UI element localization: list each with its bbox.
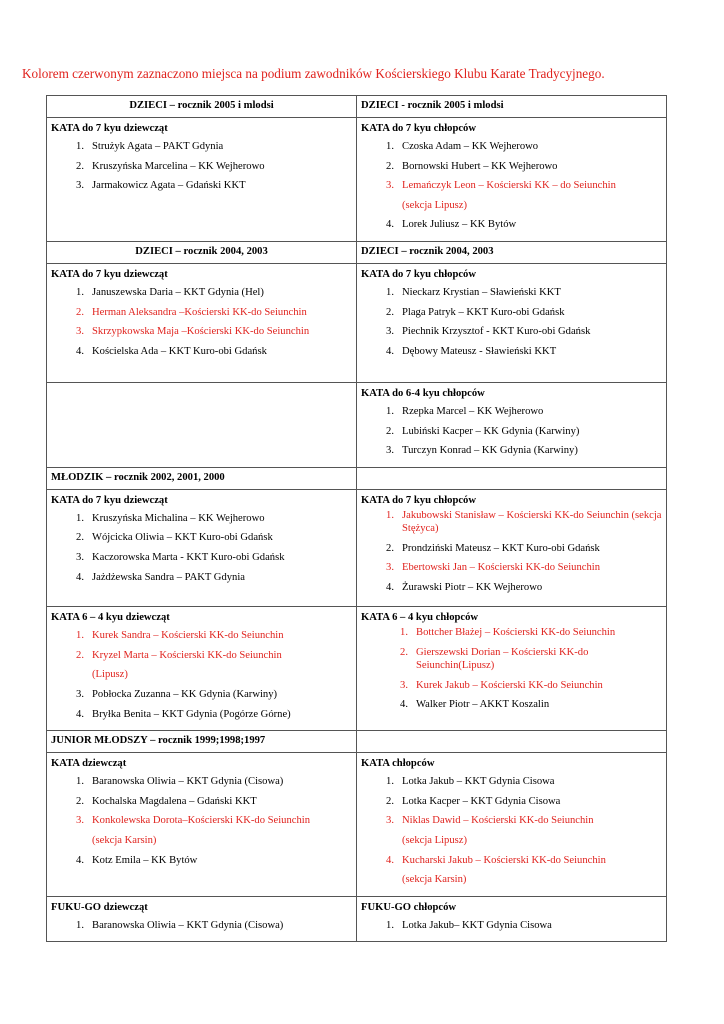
place-number: 3. bbox=[76, 551, 84, 563]
list-item bbox=[361, 870, 662, 890]
list-item bbox=[51, 705, 352, 725]
category-title: KATA dziewcząt bbox=[51, 758, 127, 770]
place-number: 1. bbox=[76, 919, 84, 931]
list-item bbox=[361, 646, 662, 673]
competitor-name: Kochalska Magdalena – Gdański KKT bbox=[92, 795, 257, 807]
list-item bbox=[361, 916, 662, 936]
competitor-name: Lotka Jakub – KKT Gdynia Cisowa bbox=[402, 776, 555, 788]
category-cell bbox=[47, 896, 357, 942]
results-list bbox=[51, 626, 352, 724]
list-item bbox=[51, 811, 352, 831]
competitor-name: Lorek Juliusz – KK Bytów bbox=[402, 219, 517, 231]
category-cell bbox=[47, 607, 357, 731]
section-header: DZIECI – rocznik 2004, 2003 bbox=[357, 241, 667, 263]
empty-header bbox=[357, 467, 667, 489]
category-cell bbox=[357, 753, 667, 897]
place-number: 1. bbox=[76, 141, 84, 152]
competitor-section: (sekcja Karsin) bbox=[402, 874, 467, 886]
list-item bbox=[361, 698, 662, 712]
place-number: 1. bbox=[76, 776, 84, 788]
competitor-name: Baranowska Oliwia – KKT Gdynia (Cisowa) bbox=[92, 776, 284, 788]
list-item bbox=[361, 581, 662, 595]
category-title: FUKU-GO dziewcząt bbox=[51, 901, 148, 913]
competitor-name: Kruszyńska Michalina – KK Wejherowo bbox=[92, 512, 265, 524]
competitor-section: (sekcja Lipusz) bbox=[402, 835, 468, 846]
list-item bbox=[51, 851, 352, 871]
place-number: 1. bbox=[76, 630, 84, 642]
competitor-name: Piechnik Krzysztof - KKT Kuro-obi Gdańsk bbox=[402, 326, 591, 338]
list-item bbox=[51, 831, 352, 851]
category-cell bbox=[357, 607, 667, 731]
list-item bbox=[361, 792, 662, 812]
competitor-section: (sekcja Lipusz) bbox=[402, 199, 468, 211]
place-number: 2. bbox=[386, 795, 394, 807]
list-item bbox=[51, 322, 352, 342]
list-item bbox=[51, 646, 352, 666]
competitor-name: Turczyn Konrad – KK Gdynia (Karwiny) bbox=[402, 445, 578, 457]
list-item bbox=[361, 176, 662, 196]
results-list bbox=[51, 509, 352, 587]
results-list bbox=[361, 772, 662, 890]
competitor-name: Czoska Adam – KK Wejherowo bbox=[402, 141, 539, 152]
place-number: 2. bbox=[386, 160, 394, 172]
category-cell bbox=[357, 382, 667, 467]
table-row bbox=[47, 241, 667, 263]
competitor-name: Kucharski Jakub – Kościerski KK-do Seiunchin bbox=[402, 854, 606, 866]
table-row bbox=[47, 607, 667, 731]
place-number: 2. bbox=[76, 649, 84, 661]
place-number: 2. bbox=[76, 532, 84, 544]
place-number: 2. bbox=[386, 425, 394, 437]
list-item bbox=[51, 685, 352, 705]
list-item bbox=[51, 176, 352, 196]
competitor-name: Bryłka Benita – KKT Gdynia (Pogórze Górne) bbox=[92, 708, 291, 720]
empty-cell bbox=[47, 382, 357, 467]
competitor-name: Lotka Jakub– KKT Gdynia Cisowa bbox=[402, 919, 552, 931]
results-list bbox=[361, 402, 662, 461]
results-list bbox=[51, 283, 352, 361]
category-cell bbox=[357, 118, 667, 242]
competitor-name: Ebertowski Jan – Kościerski KK-do Seiunchin bbox=[402, 562, 601, 574]
category-cell bbox=[47, 263, 357, 382]
list-item bbox=[361, 441, 662, 461]
list-item bbox=[361, 831, 662, 851]
list-item bbox=[51, 157, 352, 177]
competitor-name: Baranowska Oliwia – KKT Gdynia (Cisowa) bbox=[92, 919, 284, 931]
competitor-name: Gierszewski Dorian – Kościerski KK-do Seiunchin(Lipusz) bbox=[416, 646, 589, 672]
place-number: 1. bbox=[76, 512, 84, 524]
list-item bbox=[361, 542, 662, 556]
empty-header bbox=[357, 731, 667, 753]
table-row bbox=[47, 118, 667, 242]
competitor-name: Kościelska Ada – KKT Kuro-obi Gdańsk bbox=[92, 345, 267, 357]
competitor-name: Jażdżewska Sandra – PAKT Gdynia bbox=[92, 571, 245, 583]
category-title: FUKU-GO chłopców bbox=[361, 901, 457, 913]
place-number: 2. bbox=[386, 306, 394, 318]
competitor-name: Konkolewska Dorota–Kościerski KK-do Seiunchin bbox=[92, 815, 311, 827]
category-title: KATA do 7 kyu dziewcząt bbox=[51, 494, 168, 506]
results-list bbox=[361, 283, 662, 361]
competitor-name: Lotka Kacper – KKT Gdynia Cisowa bbox=[402, 795, 561, 807]
category-cell bbox=[47, 118, 357, 242]
category-title: KATA 6 – 4 kyu dziewcząt bbox=[51, 612, 170, 624]
category-cell bbox=[357, 263, 667, 382]
list-item bbox=[361, 283, 662, 303]
place-number: 3. bbox=[76, 689, 84, 701]
category-cell bbox=[47, 489, 357, 607]
place-number: 3. bbox=[386, 815, 394, 827]
list-item bbox=[51, 137, 352, 157]
category-title: KATA do 6-4 kyu chłopców bbox=[361, 387, 485, 399]
results-list bbox=[51, 137, 352, 196]
competitor-name: Wójcicka Oliwia – KKT Kuro-obi Gdańsk bbox=[92, 532, 273, 544]
table-row bbox=[47, 731, 667, 753]
list-item bbox=[361, 215, 662, 235]
competitor-name: Jakubowski Stanisław – Kościerski KK-do Seiunchin (sekcja Stężyca) bbox=[402, 509, 662, 535]
competitor-name: Bottcher Błażej – Kościerski KK-do Seiunchin bbox=[416, 627, 616, 639]
place-number: 4. bbox=[76, 571, 84, 583]
table-row bbox=[47, 896, 667, 942]
category-title: KATA do 7 kyu dziewcząt bbox=[51, 123, 168, 134]
category-title: KATA do 7 kyu dziewcząt bbox=[51, 268, 168, 280]
list-item bbox=[361, 196, 662, 216]
list-item bbox=[361, 851, 662, 871]
section-header: DZIECI - rocznik 2005 i mlodsi bbox=[357, 96, 667, 118]
list-item bbox=[361, 772, 662, 792]
category-title: KATA chłopców bbox=[361, 758, 435, 770]
competitor-name: Kurek Jakub – Kościerski KK-do Seiunchin bbox=[416, 679, 603, 691]
list-item bbox=[361, 679, 662, 693]
list-item bbox=[51, 665, 352, 685]
list-item bbox=[51, 303, 352, 323]
competitor-name: Skrzypkowska Maja –Kościerski KK-do Seiunchin bbox=[92, 326, 310, 338]
place-number: 2. bbox=[76, 306, 84, 318]
place-number: 3. bbox=[76, 180, 84, 192]
section-header: MŁODZIK – rocznik 2002, 2001, 2000 bbox=[47, 467, 357, 489]
competitor-name: Plaga Patryk – KKT Kuro-obi Gdańsk bbox=[402, 306, 565, 318]
category-title: KATA do 7 kyu chłopców bbox=[361, 123, 476, 134]
competitor-name: Bornowski Hubert – KK Wejherowo bbox=[402, 160, 558, 172]
competitor-section: (Lipusz) bbox=[92, 669, 128, 681]
list-item bbox=[51, 509, 352, 529]
competitor-name: Prondziński Mateusz – KKT Kuro-obi Gdańsk bbox=[402, 542, 600, 554]
section-header: JUNIOR MŁODSZY – rocznik 1999;1998;1997 bbox=[47, 731, 357, 753]
place-number: 1. bbox=[386, 509, 394, 521]
table-row bbox=[47, 753, 667, 897]
place-number: 1. bbox=[386, 141, 394, 152]
competitor-name: Januszewska Daria – KKT Gdynia (Hel) bbox=[92, 286, 264, 298]
place-number: 1. bbox=[386, 919, 394, 931]
place-number: 3. bbox=[76, 326, 84, 338]
place-number: 3. bbox=[386, 180, 394, 192]
table-row bbox=[47, 96, 667, 118]
list-item bbox=[51, 916, 352, 936]
table-row bbox=[47, 467, 667, 489]
table-row bbox=[47, 489, 667, 607]
place-number: 1. bbox=[386, 286, 394, 298]
place-number: 2. bbox=[386, 542, 394, 554]
list-item bbox=[51, 792, 352, 812]
competitor-name: Dębowy Mateusz - Sławieński KKT bbox=[402, 345, 557, 357]
place-number: 4. bbox=[76, 345, 84, 357]
competitor-name: Lemańczyk Leon – Kościerski KK – do Seiunchin bbox=[402, 180, 616, 192]
place-number: 3. bbox=[386, 562, 394, 574]
competitor-name: Kruszyńska Marcelina – KK Wejherowo bbox=[92, 160, 265, 172]
section-header: DZIECI – rocznik 2005 i mlodsi bbox=[47, 96, 357, 118]
competitor-name: Pobłocka Zuzanna – KK Gdynia (Karwiny) bbox=[92, 689, 278, 701]
competitor-name: Strużyk Agata – PAKT Gdynia bbox=[92, 141, 224, 152]
place-number: 4. bbox=[386, 581, 394, 593]
list-item bbox=[51, 626, 352, 646]
list-item bbox=[361, 342, 662, 362]
place-number: 3. bbox=[400, 679, 408, 691]
list-item bbox=[51, 772, 352, 792]
list-item bbox=[51, 342, 352, 362]
results-list bbox=[361, 137, 662, 235]
place-number: 4. bbox=[76, 854, 84, 866]
list-item bbox=[361, 322, 662, 342]
list-item bbox=[51, 283, 352, 303]
place-number: 4. bbox=[386, 854, 394, 866]
place-number: 4. bbox=[400, 699, 408, 711]
place-number: 1. bbox=[386, 776, 394, 788]
category-title: KATA do 7 kyu chłopców bbox=[361, 494, 476, 506]
competitor-name: Kryzel Marta – Kościerski KK-do Seiunchin bbox=[92, 649, 282, 661]
competitor-name: Lubiński Kacper – KK Gdynia (Karwiny) bbox=[402, 425, 580, 437]
competitor-name: Kaczorowska Marta - KKT Kuro-obi Gdańsk bbox=[92, 551, 285, 563]
competitor-name: Jarmakowicz Agata – Gdański KKT bbox=[92, 180, 246, 192]
list-item bbox=[361, 626, 662, 640]
results-table bbox=[46, 95, 667, 942]
list-item bbox=[361, 561, 662, 575]
results-list bbox=[361, 626, 662, 712]
list-item bbox=[361, 509, 662, 536]
list-item bbox=[361, 422, 662, 442]
list-item bbox=[361, 157, 662, 177]
results-list bbox=[361, 509, 662, 595]
place-number: 1. bbox=[76, 286, 84, 298]
list-item bbox=[51, 528, 352, 548]
competitor-section: (sekcja Karsin) bbox=[92, 835, 157, 846]
list-item bbox=[361, 402, 662, 422]
list-item bbox=[361, 137, 662, 157]
place-number: 3. bbox=[76, 815, 84, 827]
list-item bbox=[51, 548, 352, 568]
place-number: 2. bbox=[76, 795, 84, 807]
place-number: 4. bbox=[76, 708, 84, 720]
competitor-name: Walker Piotr – AKKT Koszalin bbox=[416, 699, 550, 711]
list-item bbox=[51, 568, 352, 588]
table-row bbox=[47, 382, 667, 467]
place-number: 2. bbox=[400, 646, 408, 658]
place-number: 3. bbox=[386, 445, 394, 457]
place-number: 4. bbox=[386, 345, 394, 357]
category-cell bbox=[357, 489, 667, 607]
competitor-name: Żurawski Piotr – KK Wejherowo bbox=[402, 581, 543, 593]
competitor-name: Kurek Sandra – Kościerski KK-do Seiunchin bbox=[92, 630, 284, 642]
competitor-name: Kotz Emila – KK Bytów bbox=[92, 854, 198, 866]
category-cell bbox=[47, 753, 357, 897]
competitor-name: Niklas Dawid – Kościerski KK-do Seiunchin bbox=[402, 815, 594, 827]
intro-note: Kolorem czerwonym zaznaczono miejsca na podium zawodników Kościerskiego Klubu Karate Tradycyjnego. bbox=[22, 66, 605, 81]
competitor-name: Herman Aleksandra –Kościerski KK-do Seiunchin bbox=[92, 306, 307, 318]
category-title: KATA do 7 kyu chłopców bbox=[361, 268, 476, 280]
place-number: 3. bbox=[386, 326, 394, 338]
table-row bbox=[47, 263, 667, 382]
competitor-name: Rzepka Marcel – KK Wejherowo bbox=[402, 405, 544, 417]
category-title: KATA 6 – 4 kyu chłopców bbox=[361, 612, 479, 624]
results-list bbox=[51, 772, 352, 870]
competitor-name: Nieckarz Krystian – Sławieński KKT bbox=[402, 286, 561, 298]
section-header: DZIECI – rocznik 2004, 2003 bbox=[47, 241, 357, 263]
list-item bbox=[361, 811, 662, 831]
place-number: 1. bbox=[400, 627, 408, 639]
place-number: 4. bbox=[386, 219, 394, 231]
results-list bbox=[51, 916, 352, 936]
results-list bbox=[361, 916, 662, 936]
place-number: 2. bbox=[76, 160, 84, 172]
place-number: 1. bbox=[386, 405, 394, 417]
list-item bbox=[361, 303, 662, 323]
category-cell bbox=[357, 896, 667, 942]
